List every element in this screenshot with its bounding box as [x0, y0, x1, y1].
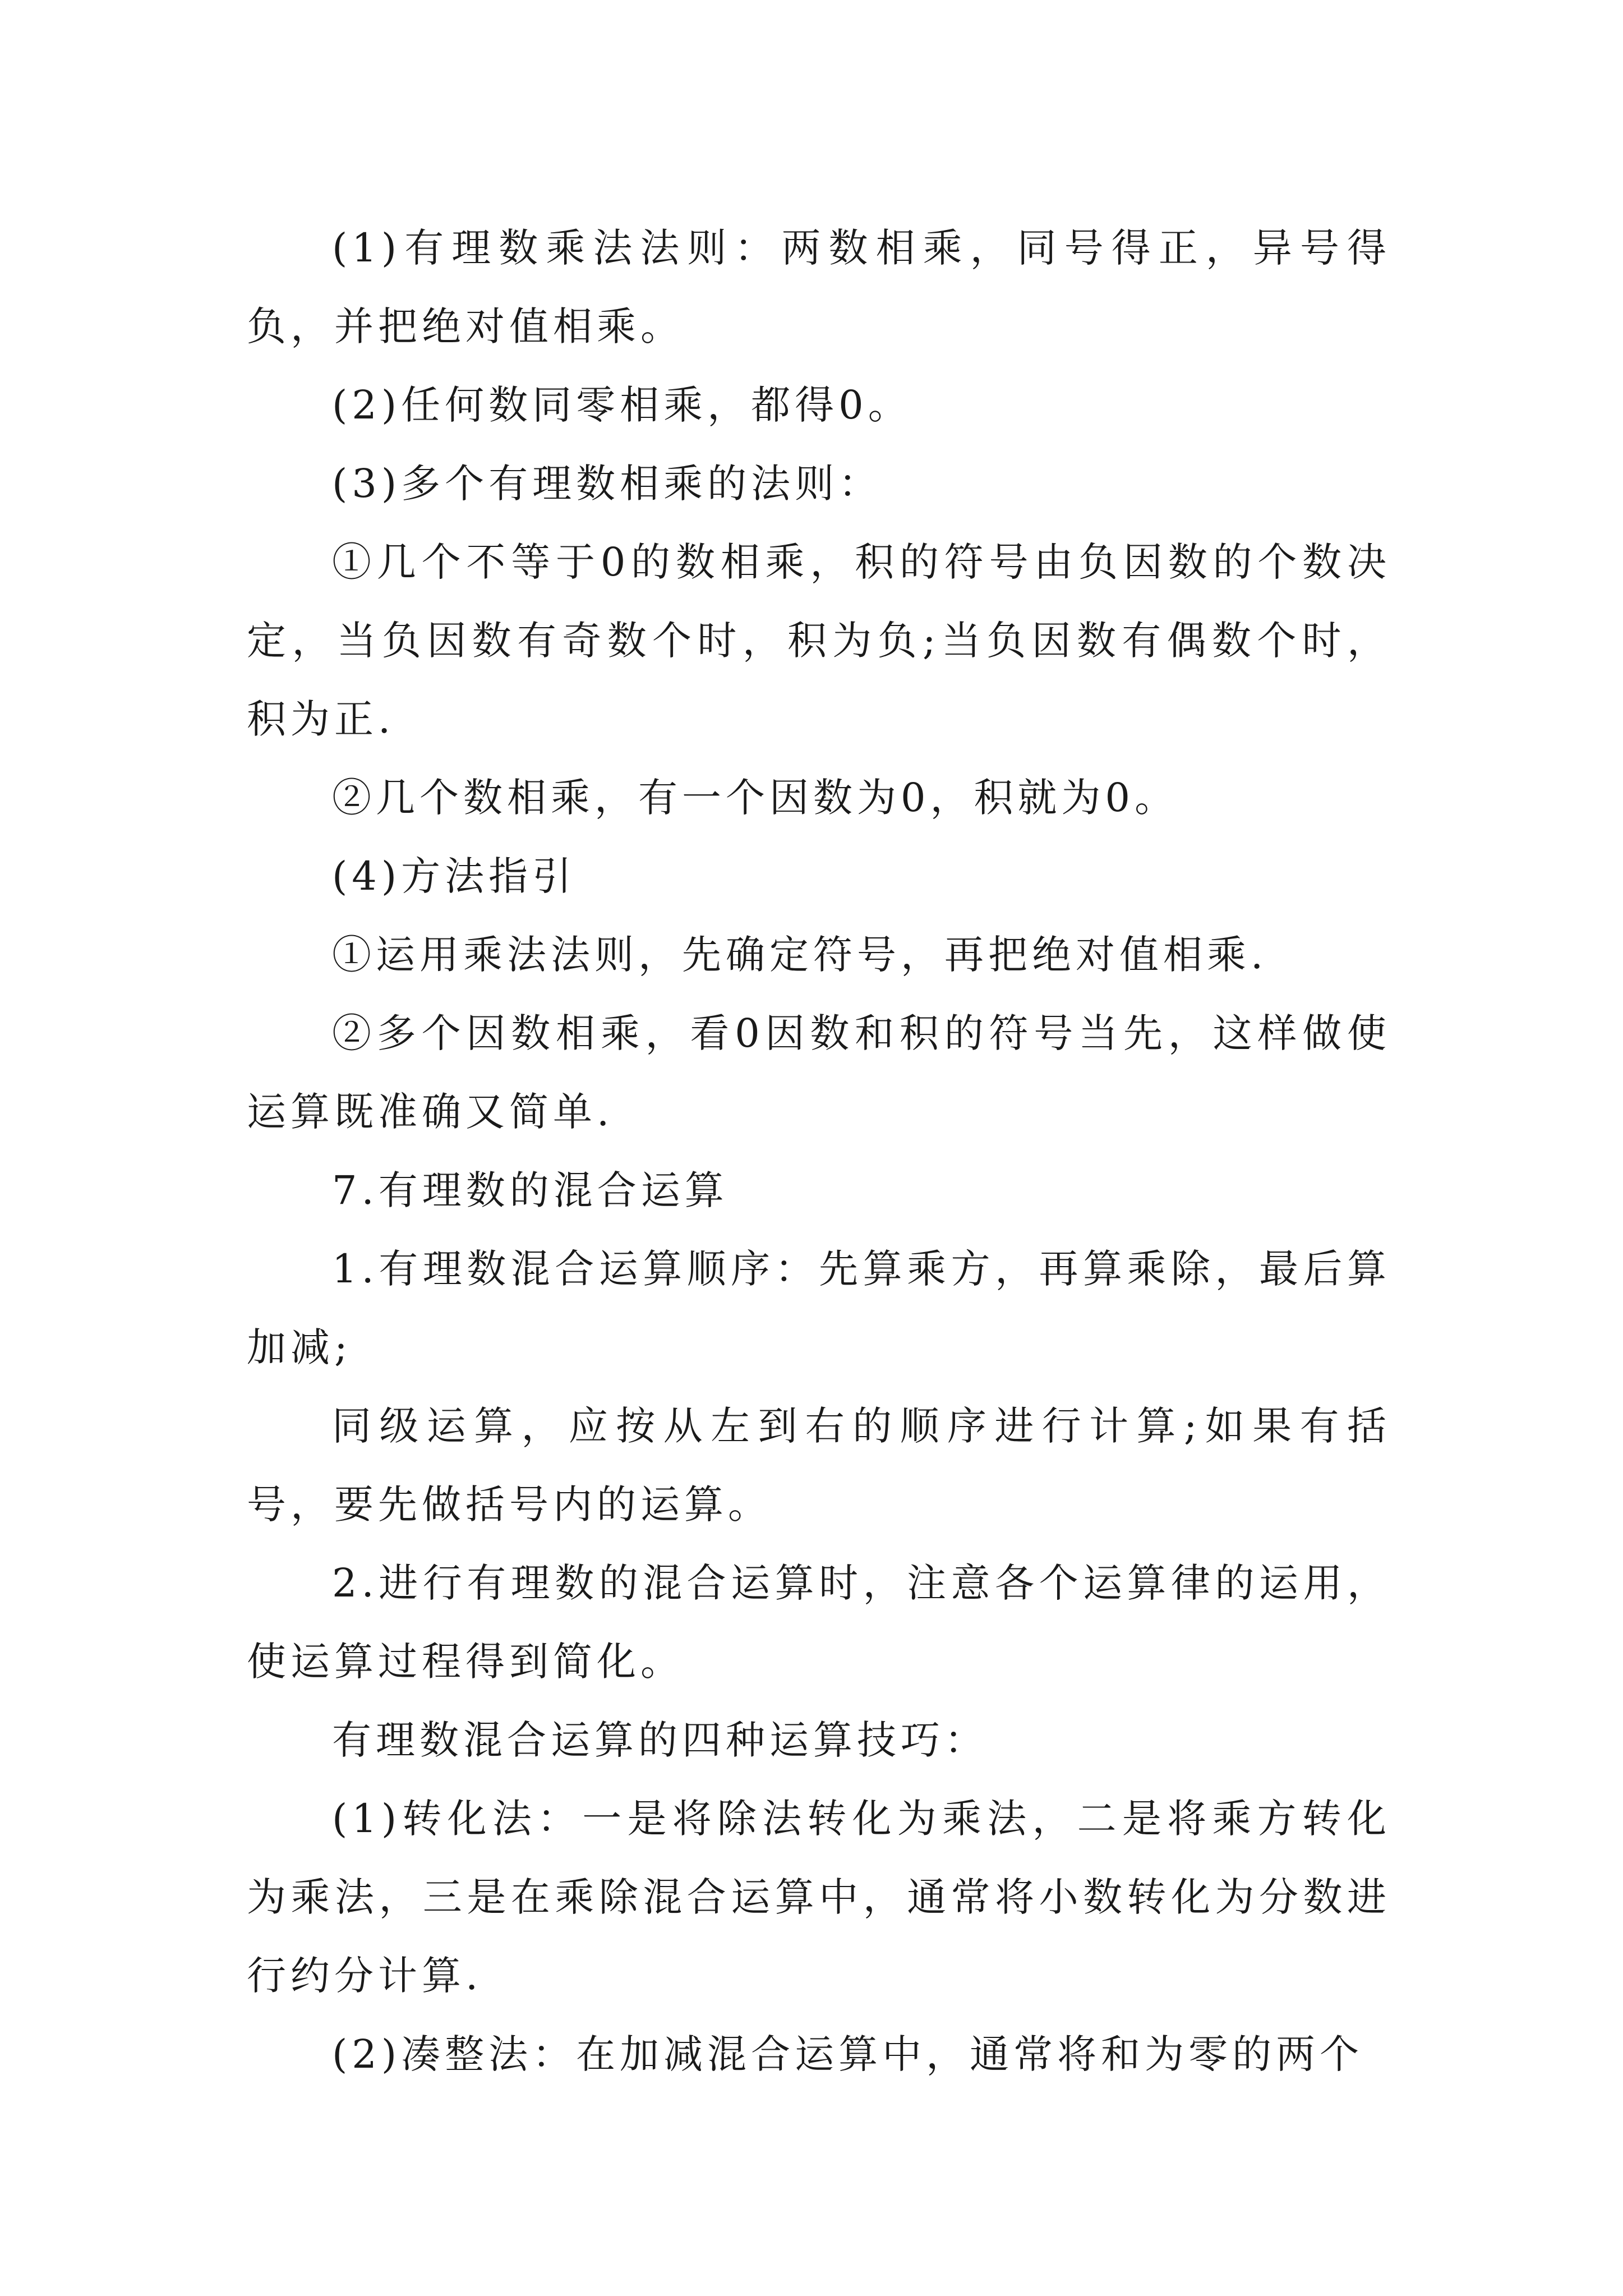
section-heading-mixed-operations: 7.有理数的混合运算 — [332, 1167, 728, 1213]
paragraph-operation-laws: 2.进行有理数的混合运算时，注意各个运算律的运用，使运算过程得到简化。 — [247, 1560, 1391, 1685]
paragraph-conversion-method: (1)转化法：一是将除法转化为乘法，二是将乘方转化为乘法，三是在乘除混合运算中，通常将小数转化为分数进行约分计算. — [247, 1796, 1391, 1999]
paragraph-operation-order: 1.有理数混合运算顺序：先算乘方，再算乘除，最后算加减; — [247, 1246, 1391, 1370]
paragraph-same-level: 同级运算，应按从左到右的顺序进行计算;如果有括号，要先做括号内的运算。 — [247, 1403, 1391, 1527]
paragraph-sign-rule: ①几个不等于0的数相乘，积的符号由负因数的个数决定，当负因数有奇数个时，积为负;当负因数有偶数个时，积为正. — [247, 539, 1391, 742]
paragraph-zero-product: (2)任何数同零相乘，都得0。 — [332, 382, 912, 428]
paragraph-four-techniques: 有理数混合运算的四种运算技巧： — [332, 1717, 988, 1763]
paragraph-multiple-factors: (3)多个有理数相乘的法则： — [332, 461, 883, 507]
paragraph-multiplication-rule: (1)有理数乘法法则：两数相乘，同号得正，异号得负，并把绝对值相乘。 — [247, 225, 1391, 349]
paragraph-method-2: ②多个因数相乘，看0因数和积的符号当先，这样做使运算既准确又简单. — [247, 1010, 1391, 1135]
paragraph-method-guide: (4)方法指引 — [332, 853, 577, 899]
paragraph-method-1: ①运用乘法法则，先确定符号，再把绝对值相乘. — [332, 932, 1268, 978]
paragraph-zero-factor: ②几个数相乘，有一个因数为0，积就为0。 — [332, 775, 1179, 821]
paragraph-rounding-method: (2)凑整法：在加减混合运算中，通常将和为零的两个 — [332, 2031, 1364, 2077]
body-text — [247, 209, 1391, 2093]
